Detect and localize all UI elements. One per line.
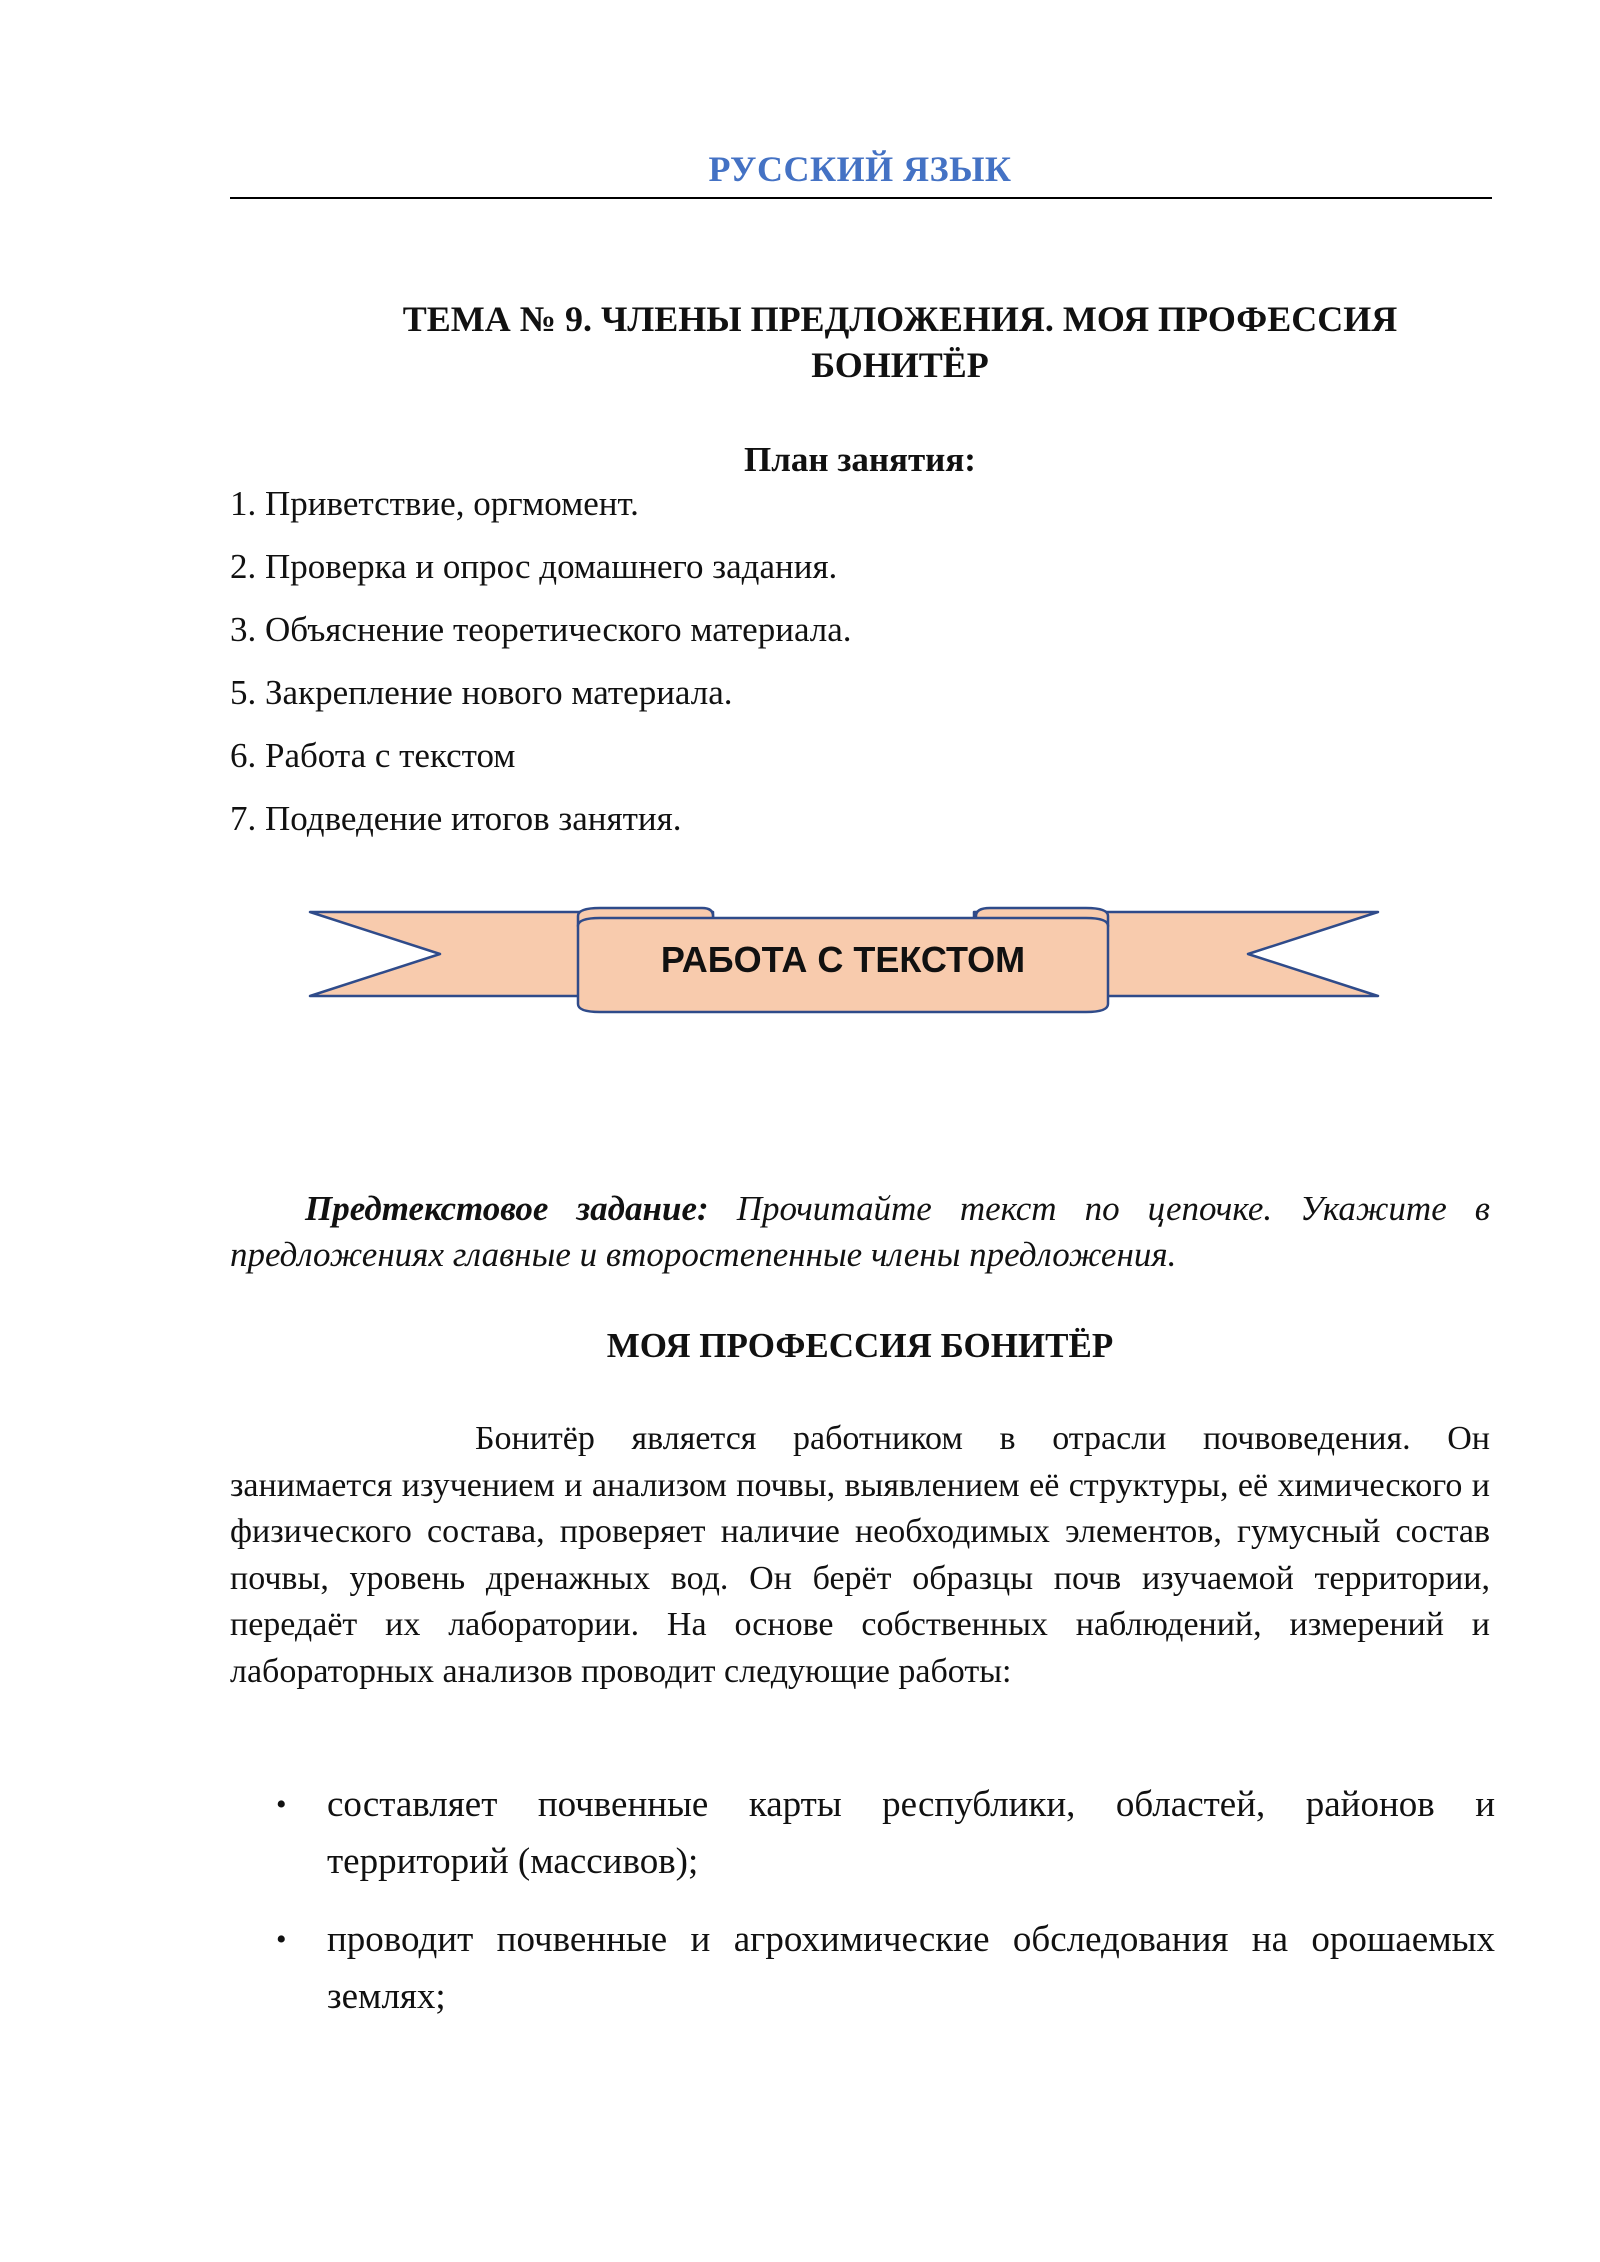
task-text: Прочитайте текст по цепочке. Укажите в предложениях главные и второстепенные члены предложения.	[230, 1189, 1490, 1274]
plan-item: 3. Объяснение теоретического материала.	[230, 610, 852, 649]
topic-title-line-2: БОНИТЁР	[811, 345, 989, 385]
text-title: МОЯ ПРОФЕССИЯ БОНИТЁР	[606, 1326, 1114, 1365]
task-label: Предтекстовое задание:	[305, 1189, 709, 1228]
duty-item	[230, 1911, 1495, 2025]
bullet-icon: •	[276, 1923, 287, 1956]
running-header: РУССКИЙ ЯЗЫК	[708, 149, 1012, 189]
header-rule	[230, 197, 1492, 199]
duty-item	[230, 1776, 1495, 1890]
duty-text: проводит почвенные и агрохимические обследования на орошаемых землях;	[327, 1919, 1495, 2017]
plan-item: 7. Подведение итогов занятия.	[230, 799, 682, 838]
bullet-icon: •	[276, 1788, 287, 1821]
plan-item: 6. Работа с текстом	[230, 736, 516, 775]
banner-label: РАБОТА С ТЕКСТОМ	[660, 939, 1026, 980]
pre-text-task	[230, 1186, 1490, 1278]
duties-list	[230, 1776, 1495, 2046]
plan-title: План занятия:	[744, 440, 976, 479]
topic-title	[330, 296, 1470, 388]
section-banner	[300, 900, 1380, 1020]
plan-list	[230, 482, 852, 860]
topic-title-line-1: ТЕМА № 9. ЧЛЕНЫ ПРЕДЛОЖЕНИЯ. МОЯ ПРОФЕССИЯ	[402, 299, 1398, 339]
duty-text: составляет почвенные карты республики, областей, районов и территорий (массивов);	[327, 1784, 1495, 1882]
plan-item: 2. Проверка и опрос домашнего задания.	[230, 547, 838, 586]
text-paragraph: Бонитёр является работником в отрасли почвоведения. Он занимается изучением и анализом почвы, выявлением её структуры, её химического и физического состава, проверяет наличие необходимых элементов, гумусный состав почвы, уровень дренажных вод. Он берёт образцы почв изучаемой территории, передаёт их лаборатории. На основе собственных наблюдений, измерений и лабораторных анализов проводит следующие работы:	[230, 1420, 1490, 1690]
plan-item: 1. Приветствие, оргмомент.	[230, 484, 639, 523]
plan-item: 5. Закрепление нового материала.	[230, 673, 733, 712]
